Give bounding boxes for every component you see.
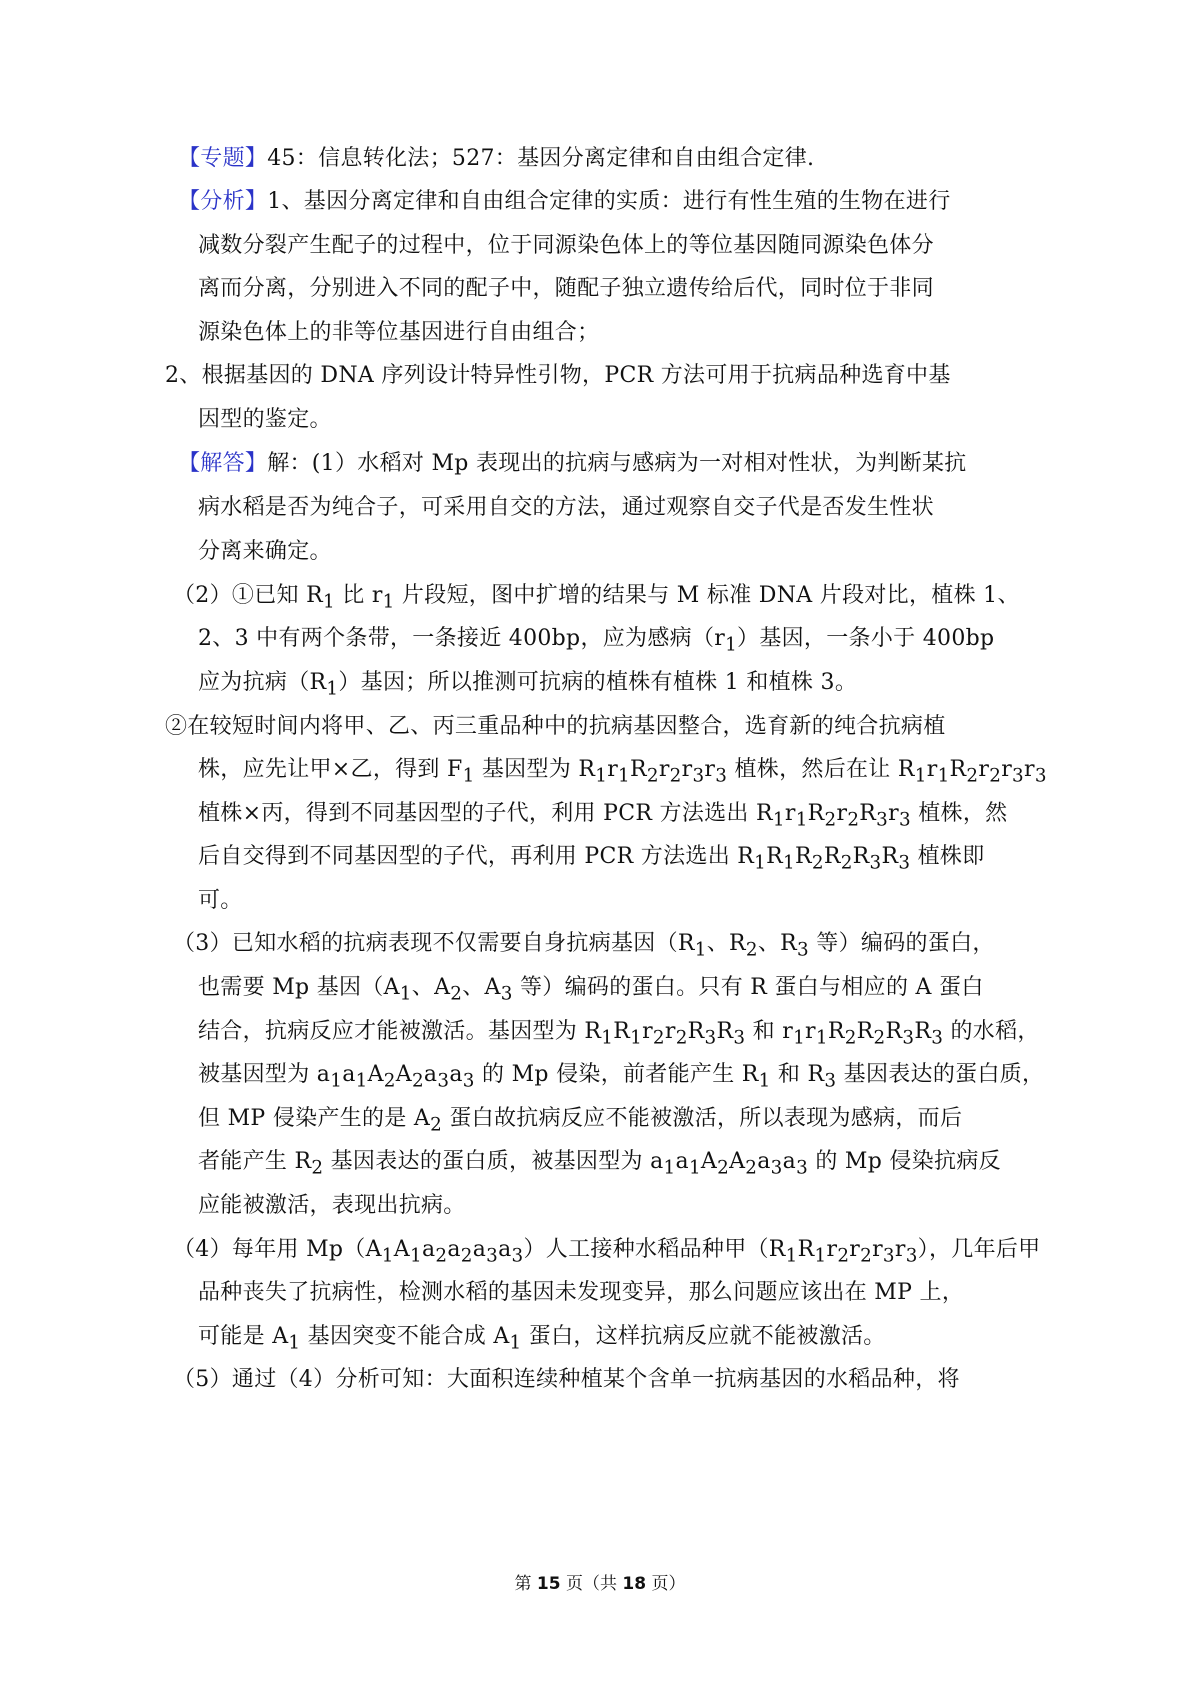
answer-p4-line-1: （3）已知水稻的抗病表现不仅需要自身抗病基因（$R_1$、$R_2$、$R_3$ 等）编码的蛋白， [173, 931, 995, 961]
footer-pre: 第 [514, 1574, 532, 1594]
analysis-text: 1、基因分离定律和自由组合定律的实质：进行有性生殖的生物在进行 [267, 189, 951, 214]
answer-p4-line-7: 应能被激活，表现出抗病。 [198, 1193, 466, 1218]
footer-page-number: 15 [536, 1574, 561, 1594]
analysis-line-2: 减数分裂产生配子的过程中，位于同源染色体上的等位基因随同源染色体分 [198, 233, 934, 258]
answer-p2-line-2: 2、3 中有两个条带，一条接近 400bp，应为感病$(r_1)$基因，一条小于 400bp [198, 626, 995, 656]
answer-tag: 【解答】 [178, 451, 268, 476]
analysis-line-3: 离而分离，分别进入不同的配子中，随配子独立遗传给后代，同时位于非同 [198, 276, 934, 301]
analysis-point2-line-1: 2、根据基因的 DNA 序列设计特异性引物，PCR 方法可用于抗病品种选育中基 [165, 363, 951, 388]
answer-p5-line-3: 可能是 $A_1$ 基因突变不能合成 $A_1$ 蛋白，这样抗病反应就不能被激活。 [198, 1324, 886, 1354]
topic-line [178, 135, 1028, 182]
answer-p3-line-2: 株，应先让甲×乙，得到 $F_1$ 基因型为 $R_1r_1R_2r_2r_3r_3$ 植株，然后在让 $R_1r_1R_2r_2r_3r_3$ [198, 757, 1047, 787]
answer-p3-line-4: 后自交得到不同基因型的子代，再利用 PCR 方法选出 $R_1R_1R_2R_2R_3R_3$ 植株即 [198, 844, 985, 874]
analysis-tag: 【分析】 [178, 189, 268, 214]
answer-p6-line-1: （5）通过（4）分析可知：大面积连续种植某个含单一抗病基因的水稻品种，将 [173, 1367, 960, 1392]
topic-text: 45：信息转化法；527：基因分离定律和自由组合定律. [267, 146, 815, 171]
analysis-line-4: 源染色体上的非等位基因进行自由组合； [198, 320, 600, 345]
footer-post: 页） [651, 1574, 686, 1594]
answer-p4-line-4: 被基因型为 $a_1a_1A_2A_2a_3a_3$ 的 Mp 侵染，前者能产生 $R_1$ 和 $R_3$ 基因表达的蛋白质， [198, 1062, 1045, 1092]
answer-p2-line-1: （2）①已知 $R_1$ 比 $r_1$ 片段短，图中扩增的结果与 M 标准 DNA 片段对比，植株 1、 [173, 583, 1020, 613]
answer-p4-line-2: 也需要 Mp 基因（$A_1$、$A_2$、$A_3$ 等）编码的蛋白。只有 R 蛋白与相应的 A 蛋白 [198, 975, 984, 1005]
answer-p4-line-3: 结合，抗病反应才能被激活。基因型为 $R_1R_1r_2r_2R_3R_3$ 和 $r_1r_1R_2R_2R_3R_3$ 的水稻， [198, 1019, 1040, 1049]
answer-p3-line-3: 植株×丙，得到不同基因型的子代，利用 PCR 方法选出 $R_1r_1R_2r_2R_3r_3$ 植株，然 [198, 801, 1008, 831]
topic-tag: 【专题】 [178, 146, 268, 171]
answer-p5-line-1: （4）每年用 $Mp(A_1A_1a_2a_2a_3a_3)$人工接种水稻品种甲$(R_1R_1r_2r_2r_3r_3)$，几年后甲 [173, 1237, 1041, 1267]
answer-text: 解：(1）水稻对 Mp 表现出的抗病与感病为一对相对性状，为判断某抗 [267, 451, 967, 476]
answer-p3-line-5: 可。 [198, 888, 243, 913]
footer-total-pages: 18 [622, 1574, 647, 1594]
page-footer [0, 1572, 1200, 1596]
analysis-point2-line-2: 因型的鉴定。 [198, 407, 332, 432]
answer-p2-line-3: 应为抗病$(R_1)$基因；所以推测可抗病的植株有植株 1 和植株 3。 [198, 670, 858, 700]
answer-p5-line-2: 品种丧失了抗病性，检测水稻的基因未发现变异，那么问题应该出在 MP 上， [198, 1280, 965, 1305]
answer-p3-line-1: ②在较短时间内将甲、乙、丙三重品种中的抗病基因整合，选育新的纯合抗病植 [165, 714, 946, 739]
analysis-line-1 [178, 178, 1028, 225]
answer-line-2: 病水稻是否为纯合子，可采用自交的方法，通过观察自交子代是否发生性状 [198, 495, 934, 520]
answer-line-1 [178, 440, 1028, 487]
footer-mid: 页（共 [566, 1574, 617, 1594]
answer-line-3: 分离来确定。 [198, 539, 332, 564]
answer-p4-line-5: 但 MP 侵染产生的是 $A_2$ 蛋白故抗病反应不能被激活，所以表现为感病，而后 [198, 1106, 963, 1136]
answer-p4-line-6: 者能产生 $R_2$ 基因表达的蛋白质，被基因型为 $a_1a_1A_2A_2a_3a_3$ 的 Mp 侵染抗病反 [198, 1149, 1001, 1179]
